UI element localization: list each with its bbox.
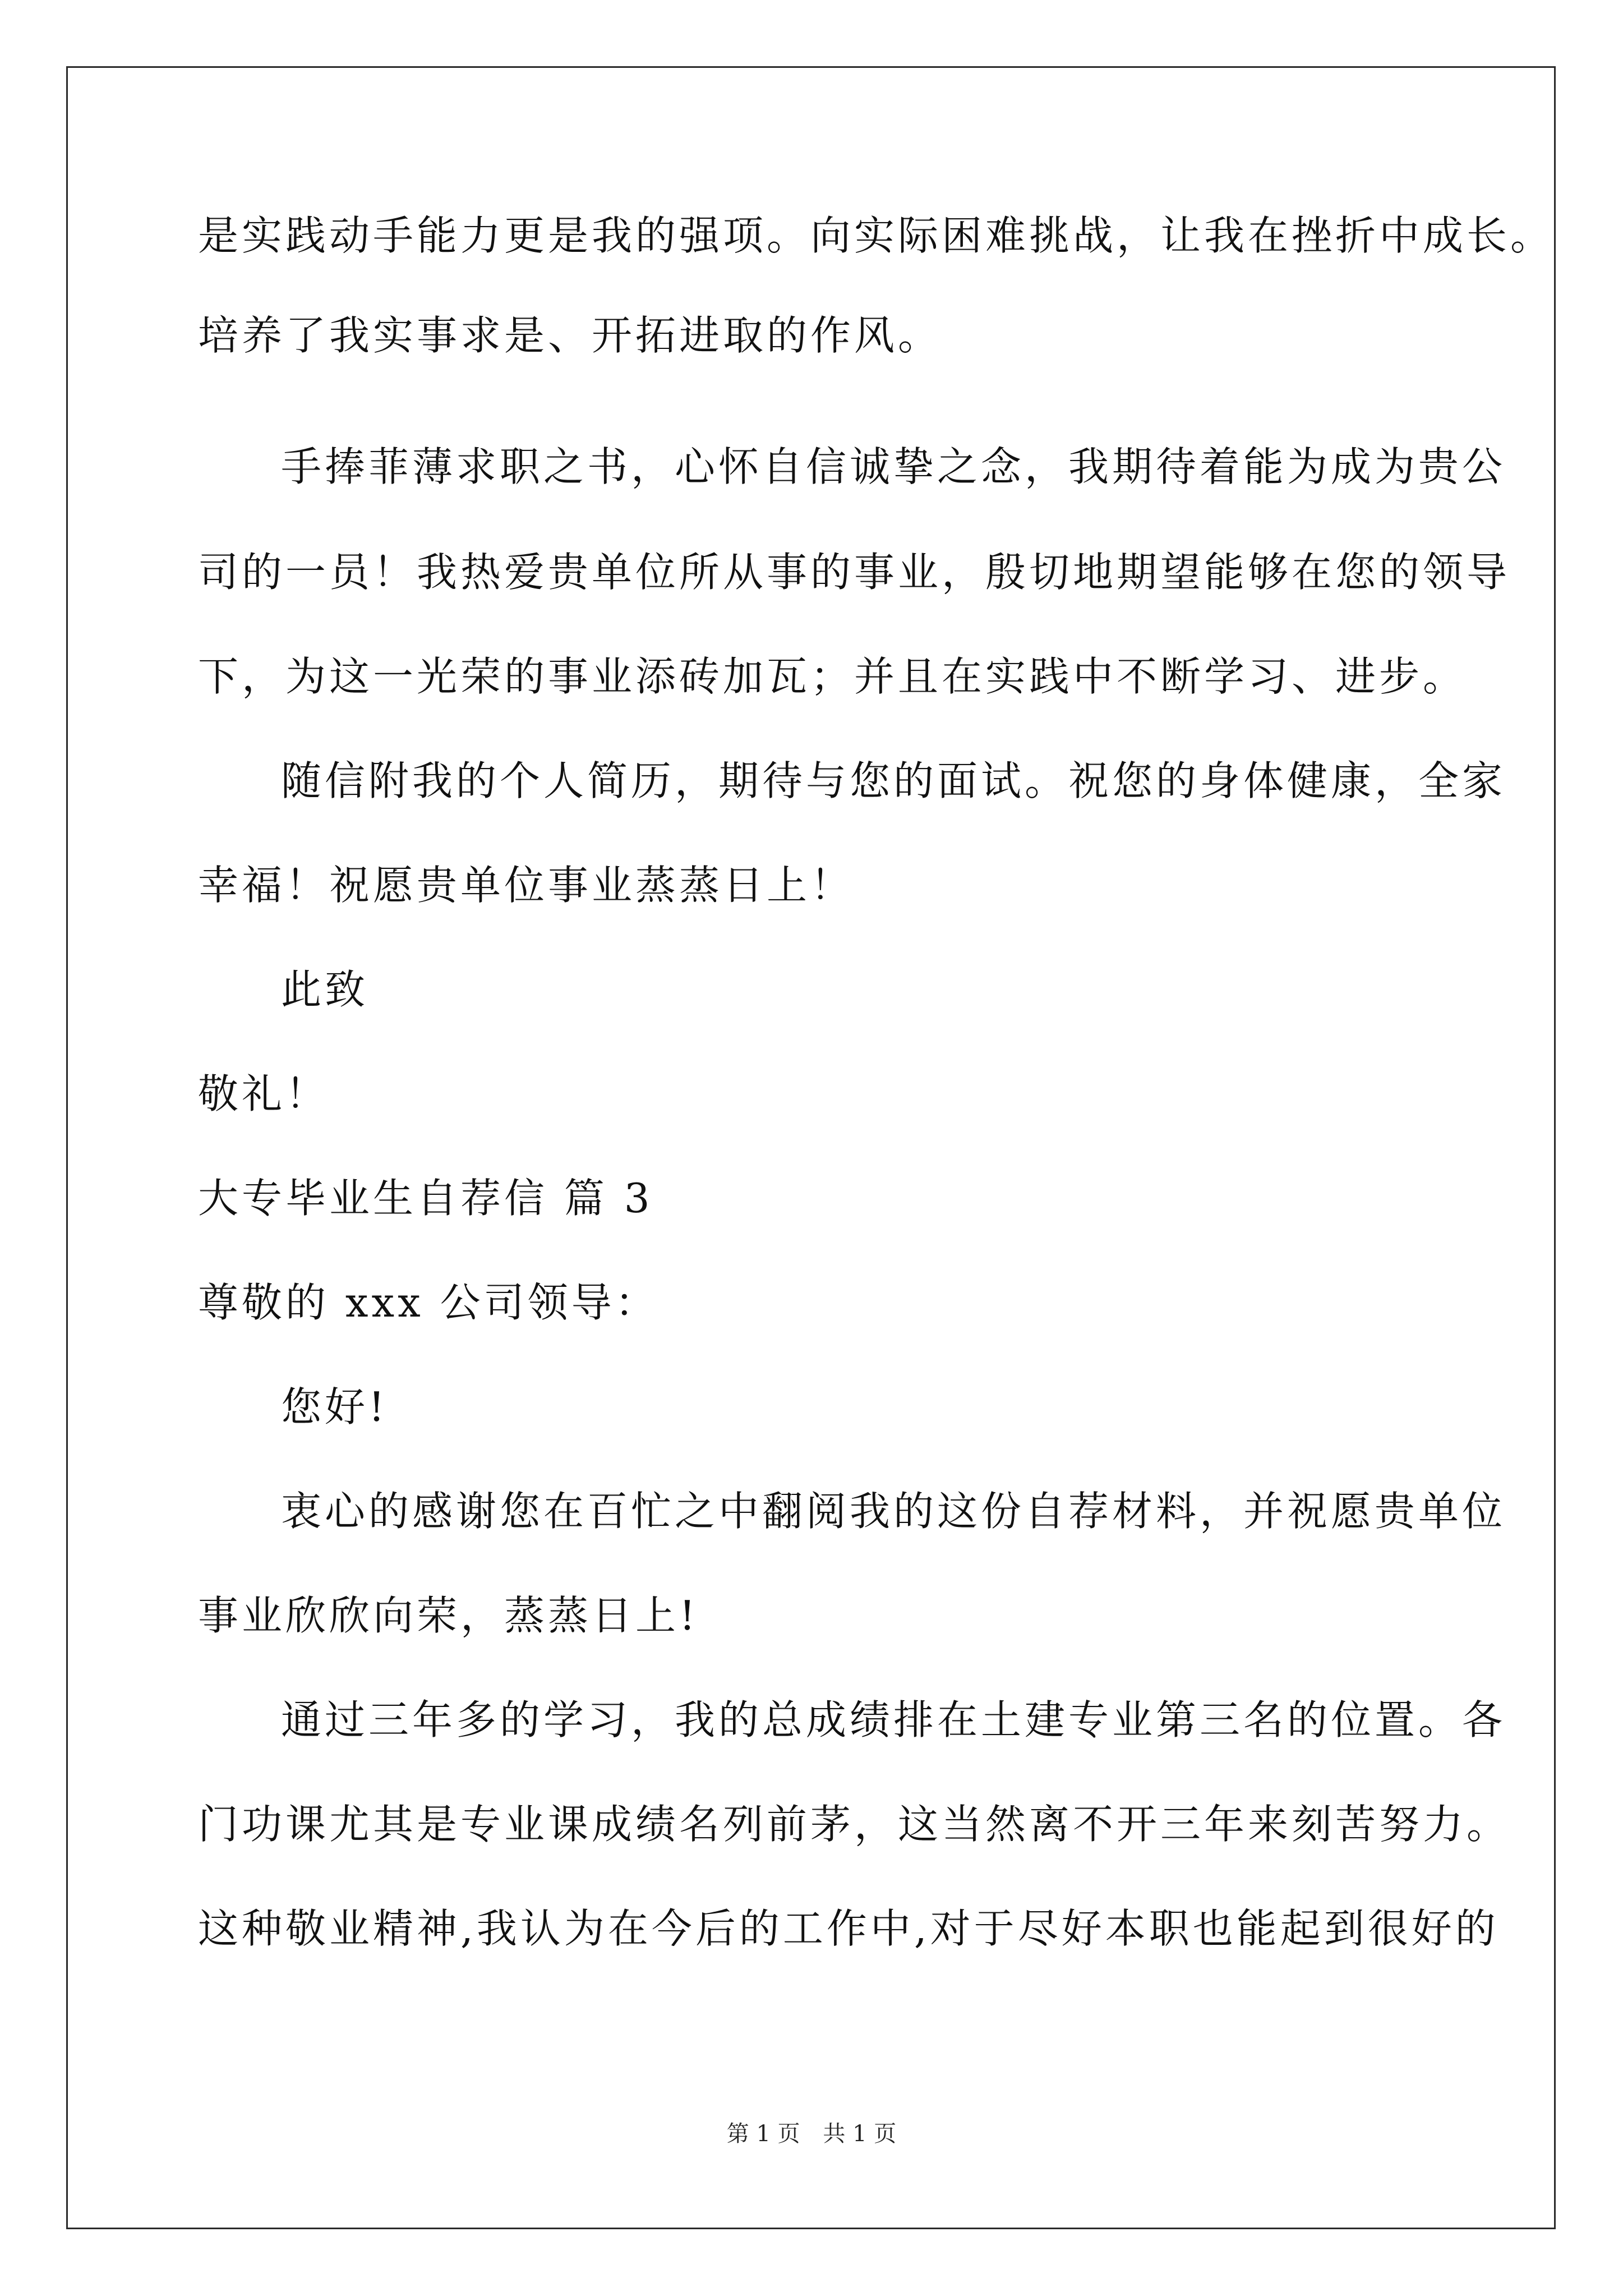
page-number: 第 1 页 bbox=[726, 2121, 800, 2147]
paragraph-line: 手捧菲薄求职之书，心怀自信诚挚之念，我期待着能为成为贵公 bbox=[281, 443, 1506, 490]
paragraph-line: 随信附我的个人简历，期待与您的面试。祝您的身体健康，全家 bbox=[281, 757, 1506, 804]
letter-addressee: 尊敬的 xxx 公司领导： bbox=[198, 1279, 659, 1326]
closing-salutation: 此致 bbox=[281, 966, 369, 1013]
closing-respect: 敬礼！ bbox=[198, 1070, 330, 1117]
section-heading: 大专毕业生自荐信 篇 3 bbox=[198, 1175, 653, 1222]
paragraph-line: 事业欣欣向荣，蒸蒸日上! bbox=[198, 1592, 699, 1639]
paragraph-line: 这种敬业精神,我认为在今后的工作中,对于尽好本职也能起到很好的 bbox=[198, 1905, 1499, 1952]
paragraph-line: 司的一员！我热爱贵单位所从事的事业，殷切地期望能够在您的领导 bbox=[198, 549, 1511, 596]
paragraph-line: 衷心的感谢您在百忙之中翻阅我的这份自荐材料，并祝愿贵单位 bbox=[281, 1488, 1506, 1535]
paragraph-line: 幸福！祝愿贵单位事业蒸蒸日上！ bbox=[198, 862, 855, 909]
letter-greeting: 您好! bbox=[281, 1383, 388, 1430]
paragraph-line: 门功课尤其是专业课成绩名列前茅，这当然离不开三年来刻苦努力。 bbox=[198, 1801, 1511, 1848]
paragraph-line: 培养了我实事求是、开拓进取的作风。 bbox=[198, 312, 942, 359]
page-total: 共 1 页 bbox=[823, 2121, 897, 2147]
paragraph-line: 下，为这一光荣的事业添砖加瓦；并且在实践中不断学习、进步。 bbox=[198, 653, 1467, 700]
paragraph-line: 是实践动手能力更是我的强项。向实际困难挑战，让我在挫折中成长。 bbox=[198, 212, 1555, 259]
page-footer bbox=[0, 2118, 1623, 2150]
paragraph-line: 通过三年多的学习，我的总成绩排在土建专业第三名的位置。各 bbox=[281, 1696, 1506, 1743]
